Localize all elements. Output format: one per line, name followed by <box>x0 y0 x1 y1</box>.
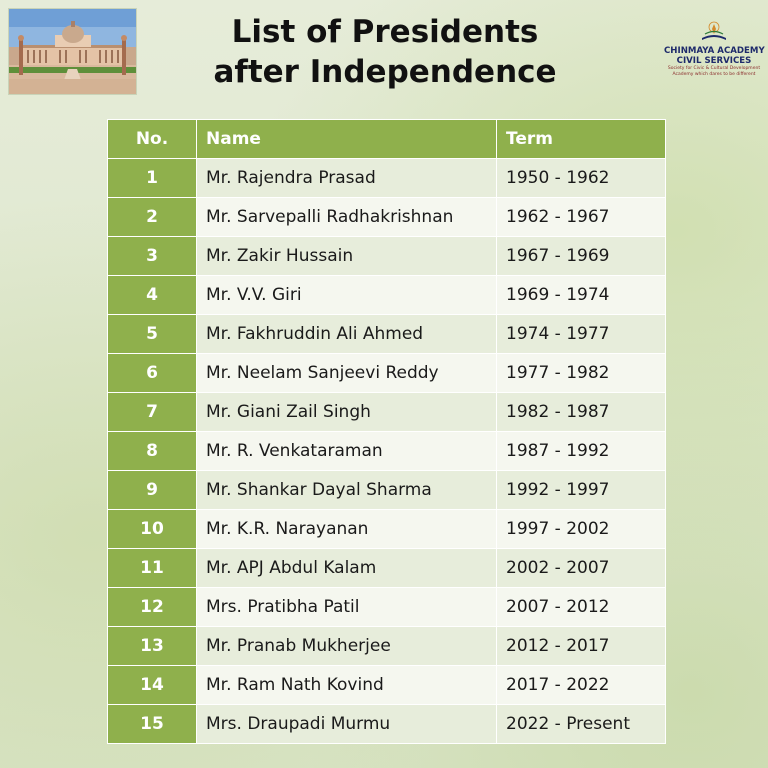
president-term: 1997 - 2002 <box>497 510 666 549</box>
president-name: Mr. Rajendra Prasad <box>197 159 497 198</box>
president-number: 12 <box>108 588 197 627</box>
president-name: Mr. Zakir Hussain <box>197 237 497 276</box>
table-row <box>108 276 666 315</box>
logo-line-1: CHINMAYA ACADEMY <box>664 46 765 56</box>
president-name: Mr. Pranab Mukherjee <box>197 627 497 666</box>
book-emblem-icon <box>699 20 729 42</box>
title-line-2: after Independence <box>213 54 557 90</box>
president-number: 10 <box>108 510 197 549</box>
president-number: 8 <box>108 432 197 471</box>
president-name: Mr. R. Venkataraman <box>197 432 497 471</box>
president-name: Mr. K.R. Narayanan <box>197 510 497 549</box>
logo-tagline-1: Society for Civic & Cultural Development <box>667 66 761 71</box>
table-row <box>108 471 666 510</box>
table-row <box>108 588 666 627</box>
logo-line-2: CIVIL SERVICES <box>676 56 752 66</box>
president-name: Mr. Giani Zail Singh <box>197 393 497 432</box>
president-number: 14 <box>108 666 197 705</box>
table-row <box>108 315 666 354</box>
president-term: 2022 - Present <box>497 705 666 744</box>
academy-logo <box>664 20 764 90</box>
table-row <box>108 198 666 237</box>
president-term: 1950 - 1962 <box>497 159 666 198</box>
table-body <box>108 159 666 744</box>
table-row <box>108 705 666 744</box>
table-row <box>108 237 666 276</box>
header-term: Term <box>497 120 666 159</box>
page-title <box>180 12 590 92</box>
president-name: Mr. Ram Nath Kovind <box>197 666 497 705</box>
president-number: 2 <box>108 198 197 237</box>
logo-tagline-2: Academy which dares to be different <box>672 72 756 77</box>
president-term: 1987 - 1992 <box>497 432 666 471</box>
president-number: 1 <box>108 159 197 198</box>
table-row <box>108 549 666 588</box>
president-name: Mr. Neelam Sanjeevi Reddy <box>197 354 497 393</box>
president-number: 6 <box>108 354 197 393</box>
president-term: 1962 - 1967 <box>497 198 666 237</box>
president-name: Mr. APJ Abdul Kalam <box>197 549 497 588</box>
president-number: 15 <box>108 705 197 744</box>
president-name: Mr. Shankar Dayal Sharma <box>197 471 497 510</box>
header-no: No. <box>108 120 197 159</box>
table-row <box>108 432 666 471</box>
president-term: 2002 - 2007 <box>497 549 666 588</box>
president-term: 1974 - 1977 <box>497 315 666 354</box>
president-name: Mrs. Draupadi Murmu <box>197 705 497 744</box>
president-number: 5 <box>108 315 197 354</box>
president-name: Mr. V.V. Giri <box>197 276 497 315</box>
president-term: 2007 - 2012 <box>497 588 666 627</box>
president-number: 7 <box>108 393 197 432</box>
president-number: 13 <box>108 627 197 666</box>
table-row <box>108 666 666 705</box>
table-row <box>108 510 666 549</box>
table-row <box>108 393 666 432</box>
president-number: 11 <box>108 549 197 588</box>
president-term: 1969 - 1974 <box>497 276 666 315</box>
president-number: 4 <box>108 276 197 315</box>
rashtrapati-bhavan-image <box>8 8 137 95</box>
president-name: Mr. Sarvepalli Radhakrishnan <box>197 198 497 237</box>
president-term: 1982 - 1987 <box>497 393 666 432</box>
header-name: Name <box>197 120 497 159</box>
table-header-row <box>108 120 666 159</box>
title-line-1: List of Presidents <box>231 14 539 50</box>
president-number: 9 <box>108 471 197 510</box>
president-number: 3 <box>108 237 197 276</box>
presidents-table <box>107 119 666 744</box>
president-name: Mr. Fakhruddin Ali Ahmed <box>197 315 497 354</box>
table-row <box>108 627 666 666</box>
table-row <box>108 354 666 393</box>
president-term: 1977 - 1982 <box>497 354 666 393</box>
president-term: 2012 - 2017 <box>497 627 666 666</box>
table-row <box>108 159 666 198</box>
president-term: 1992 - 1997 <box>497 471 666 510</box>
president-term: 1967 - 1969 <box>497 237 666 276</box>
president-term: 2017 - 2022 <box>497 666 666 705</box>
president-name: Mrs. Pratibha Patil <box>197 588 497 627</box>
